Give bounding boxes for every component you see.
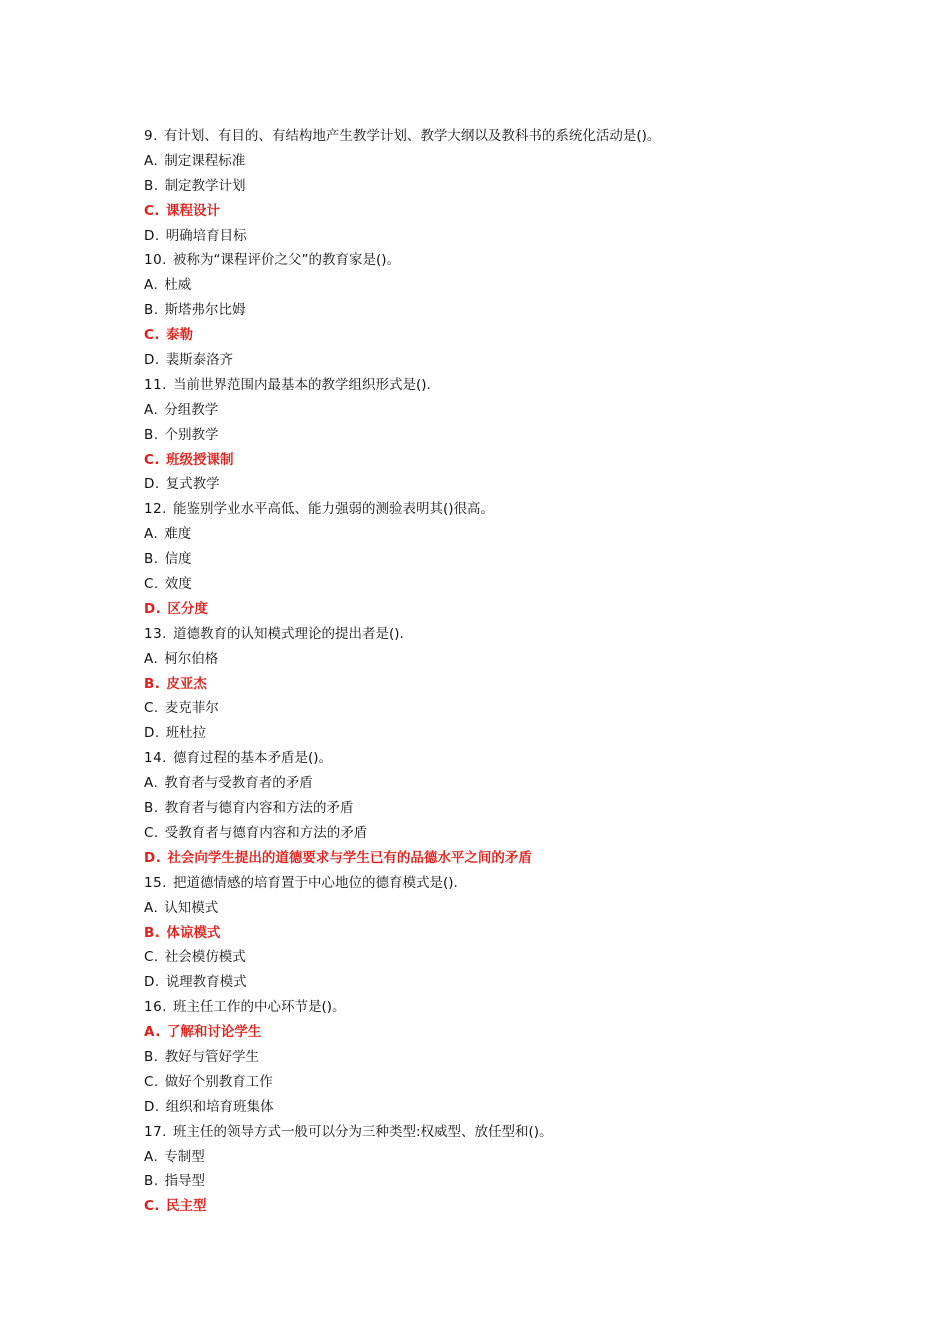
option-text: 麦克菲尔 bbox=[164, 700, 219, 717]
option-label: C. bbox=[144, 824, 159, 841]
option-label: C. bbox=[144, 202, 161, 219]
option-text: 个别教学 bbox=[164, 426, 219, 443]
question-text: 当前世界范围内最基本的教学组织形式是(). bbox=[172, 376, 431, 393]
option-text: 做好个别教育工作 bbox=[164, 1073, 273, 1090]
correct-option bbox=[144, 672, 824, 697]
option-label: A. bbox=[144, 1148, 159, 1165]
option-label: D. bbox=[144, 725, 160, 742]
option bbox=[144, 896, 824, 921]
option bbox=[144, 821, 824, 846]
question-text: 把道德情感的培育置于中心地位的德育模式是(). bbox=[172, 874, 458, 891]
question-number: 10. bbox=[144, 252, 167, 269]
question-10 bbox=[144, 248, 824, 273]
option-text: 泰勒 bbox=[166, 327, 194, 344]
question-11 bbox=[144, 373, 824, 398]
question-text: 班主任工作的中心环节是()。 bbox=[172, 999, 346, 1016]
option-label: C. bbox=[144, 700, 159, 717]
option-label: A. bbox=[144, 775, 159, 792]
option-label: D. bbox=[144, 227, 160, 244]
question-text: 道德教育的认知模式理论的提出者是(). bbox=[172, 625, 404, 642]
option-text: 复式教学 bbox=[165, 476, 220, 493]
question-number: 9. bbox=[144, 128, 158, 144]
option-label: A. bbox=[144, 401, 159, 418]
option-text: 制定课程标准 bbox=[164, 152, 246, 169]
option-text: 斯塔弗尔比姆 bbox=[164, 302, 246, 319]
option-label: B. bbox=[144, 302, 159, 319]
option-label: A. bbox=[144, 899, 159, 916]
option bbox=[144, 572, 824, 597]
option-label: B. bbox=[144, 800, 159, 817]
option-text: 了解和讨论学生 bbox=[166, 1024, 262, 1041]
option bbox=[144, 149, 824, 174]
question-13 bbox=[144, 622, 824, 647]
option bbox=[144, 472, 824, 497]
option bbox=[144, 970, 824, 995]
option bbox=[144, 771, 824, 796]
correct-option bbox=[144, 1194, 824, 1219]
option bbox=[144, 796, 824, 821]
option-text: 效度 bbox=[164, 576, 192, 593]
option-text: 受教育者与德育内容和方法的矛盾 bbox=[164, 824, 368, 841]
option-label: D. bbox=[144, 1098, 160, 1115]
option-text: 明确培育目标 bbox=[165, 227, 247, 244]
option bbox=[144, 1145, 824, 1170]
question-text: 能鉴别学业水平高低、能力强弱的测验表明其()很高。 bbox=[172, 501, 495, 518]
option-label: C. bbox=[144, 1073, 159, 1090]
option-label: B. bbox=[144, 1048, 159, 1065]
option bbox=[144, 398, 824, 423]
option bbox=[144, 348, 824, 373]
option-label: D. bbox=[144, 974, 160, 991]
option bbox=[144, 1070, 824, 1095]
option-label: A. bbox=[144, 277, 159, 294]
option-label: D. bbox=[144, 849, 162, 866]
option-label: D. bbox=[144, 476, 160, 493]
question-number: 12. bbox=[144, 501, 167, 518]
question-text: 德育过程的基本矛盾是()。 bbox=[172, 750, 333, 767]
option-text: 制定教学计划 bbox=[164, 177, 246, 194]
option-text: 民主型 bbox=[166, 1198, 207, 1215]
option-text: 皮亚杰 bbox=[166, 675, 207, 692]
question-12 bbox=[144, 497, 824, 522]
option-text: 区分度 bbox=[167, 600, 208, 617]
question-text: 有计划、有目的、有结构地产生教学计划、教学大纲以及教科书的系统化活动是()。 bbox=[163, 128, 661, 144]
option-text: 裴斯泰洛齐 bbox=[165, 352, 234, 369]
question-15 bbox=[144, 871, 824, 896]
option bbox=[144, 224, 824, 249]
option-text: 教育者与受教育者的矛盾 bbox=[164, 775, 313, 792]
option-label: D. bbox=[144, 352, 160, 369]
option bbox=[144, 298, 824, 323]
option-label: C. bbox=[144, 1198, 161, 1215]
option-label: D. bbox=[144, 600, 162, 617]
option-text: 社会模仿模式 bbox=[164, 949, 246, 966]
option bbox=[144, 174, 824, 199]
option-text: 班杜拉 bbox=[165, 725, 207, 742]
option-label: C. bbox=[144, 949, 159, 966]
correct-option bbox=[144, 1020, 824, 1045]
option bbox=[144, 1095, 824, 1120]
question-9 bbox=[144, 124, 824, 149]
option-text: 专制型 bbox=[164, 1148, 205, 1165]
option bbox=[144, 647, 824, 672]
option-text: 柯尔伯格 bbox=[164, 650, 219, 667]
option-label: A. bbox=[144, 152, 159, 169]
option bbox=[144, 696, 824, 721]
correct-option bbox=[144, 597, 824, 622]
question-number: 14. bbox=[144, 750, 167, 767]
question-text: 被称为“课程评价之父”的教育家是()。 bbox=[172, 252, 401, 269]
option bbox=[144, 522, 824, 547]
option bbox=[144, 1169, 824, 1194]
option-label: A. bbox=[144, 650, 159, 667]
option-text: 教好与管好学生 bbox=[164, 1048, 260, 1065]
option-label: B. bbox=[144, 426, 159, 443]
question-number: 13. bbox=[144, 625, 167, 642]
question-number: 11. bbox=[144, 376, 167, 393]
option-label: B. bbox=[144, 551, 159, 568]
option-label: B. bbox=[144, 675, 161, 692]
correct-option bbox=[144, 199, 824, 224]
document-page bbox=[144, 124, 824, 1219]
question-number: 17. bbox=[144, 1123, 167, 1140]
option-text: 班级授课制 bbox=[166, 451, 234, 468]
option bbox=[144, 547, 824, 572]
option bbox=[144, 721, 824, 746]
question-16 bbox=[144, 995, 824, 1020]
option bbox=[144, 273, 824, 298]
correct-option bbox=[144, 921, 824, 946]
option-text: 难度 bbox=[164, 526, 192, 543]
question-number: 16. bbox=[144, 999, 167, 1016]
option bbox=[144, 945, 824, 970]
option-label: C. bbox=[144, 327, 161, 344]
question-17 bbox=[144, 1120, 824, 1145]
option-text: 社会向学生提出的道德要求与学生已有的品德水平之间的矛盾 bbox=[167, 849, 532, 866]
option-label: C. bbox=[144, 451, 161, 468]
option-text: 认知模式 bbox=[164, 899, 219, 916]
option bbox=[144, 423, 824, 448]
option-label: A. bbox=[144, 526, 159, 543]
correct-option bbox=[144, 448, 824, 473]
option-label: C. bbox=[144, 576, 159, 593]
question-14 bbox=[144, 746, 824, 771]
option-text: 杜威 bbox=[164, 277, 192, 294]
option-label: A. bbox=[144, 1024, 161, 1041]
option-text: 教育者与德育内容和方法的矛盾 bbox=[164, 800, 354, 817]
question-number: 15. bbox=[144, 874, 167, 891]
question-text: 班主任的领导方式一般可以分为三种类型:权威型、放任型和()。 bbox=[172, 1123, 553, 1140]
option-label: B. bbox=[144, 924, 161, 941]
option bbox=[144, 1045, 824, 1070]
option-label: B. bbox=[144, 177, 159, 194]
option-text: 说理教育模式 bbox=[165, 974, 247, 991]
option-label: B. bbox=[144, 1173, 159, 1190]
option-text: 信度 bbox=[164, 551, 192, 568]
option-text: 分组教学 bbox=[164, 401, 219, 418]
option-text: 组织和培育班集体 bbox=[165, 1098, 274, 1115]
correct-option bbox=[144, 323, 824, 348]
option-text: 课程设计 bbox=[166, 202, 221, 219]
correct-option bbox=[144, 846, 824, 871]
option-text: 指导型 bbox=[164, 1173, 206, 1190]
option-text: 体谅模式 bbox=[166, 924, 221, 941]
